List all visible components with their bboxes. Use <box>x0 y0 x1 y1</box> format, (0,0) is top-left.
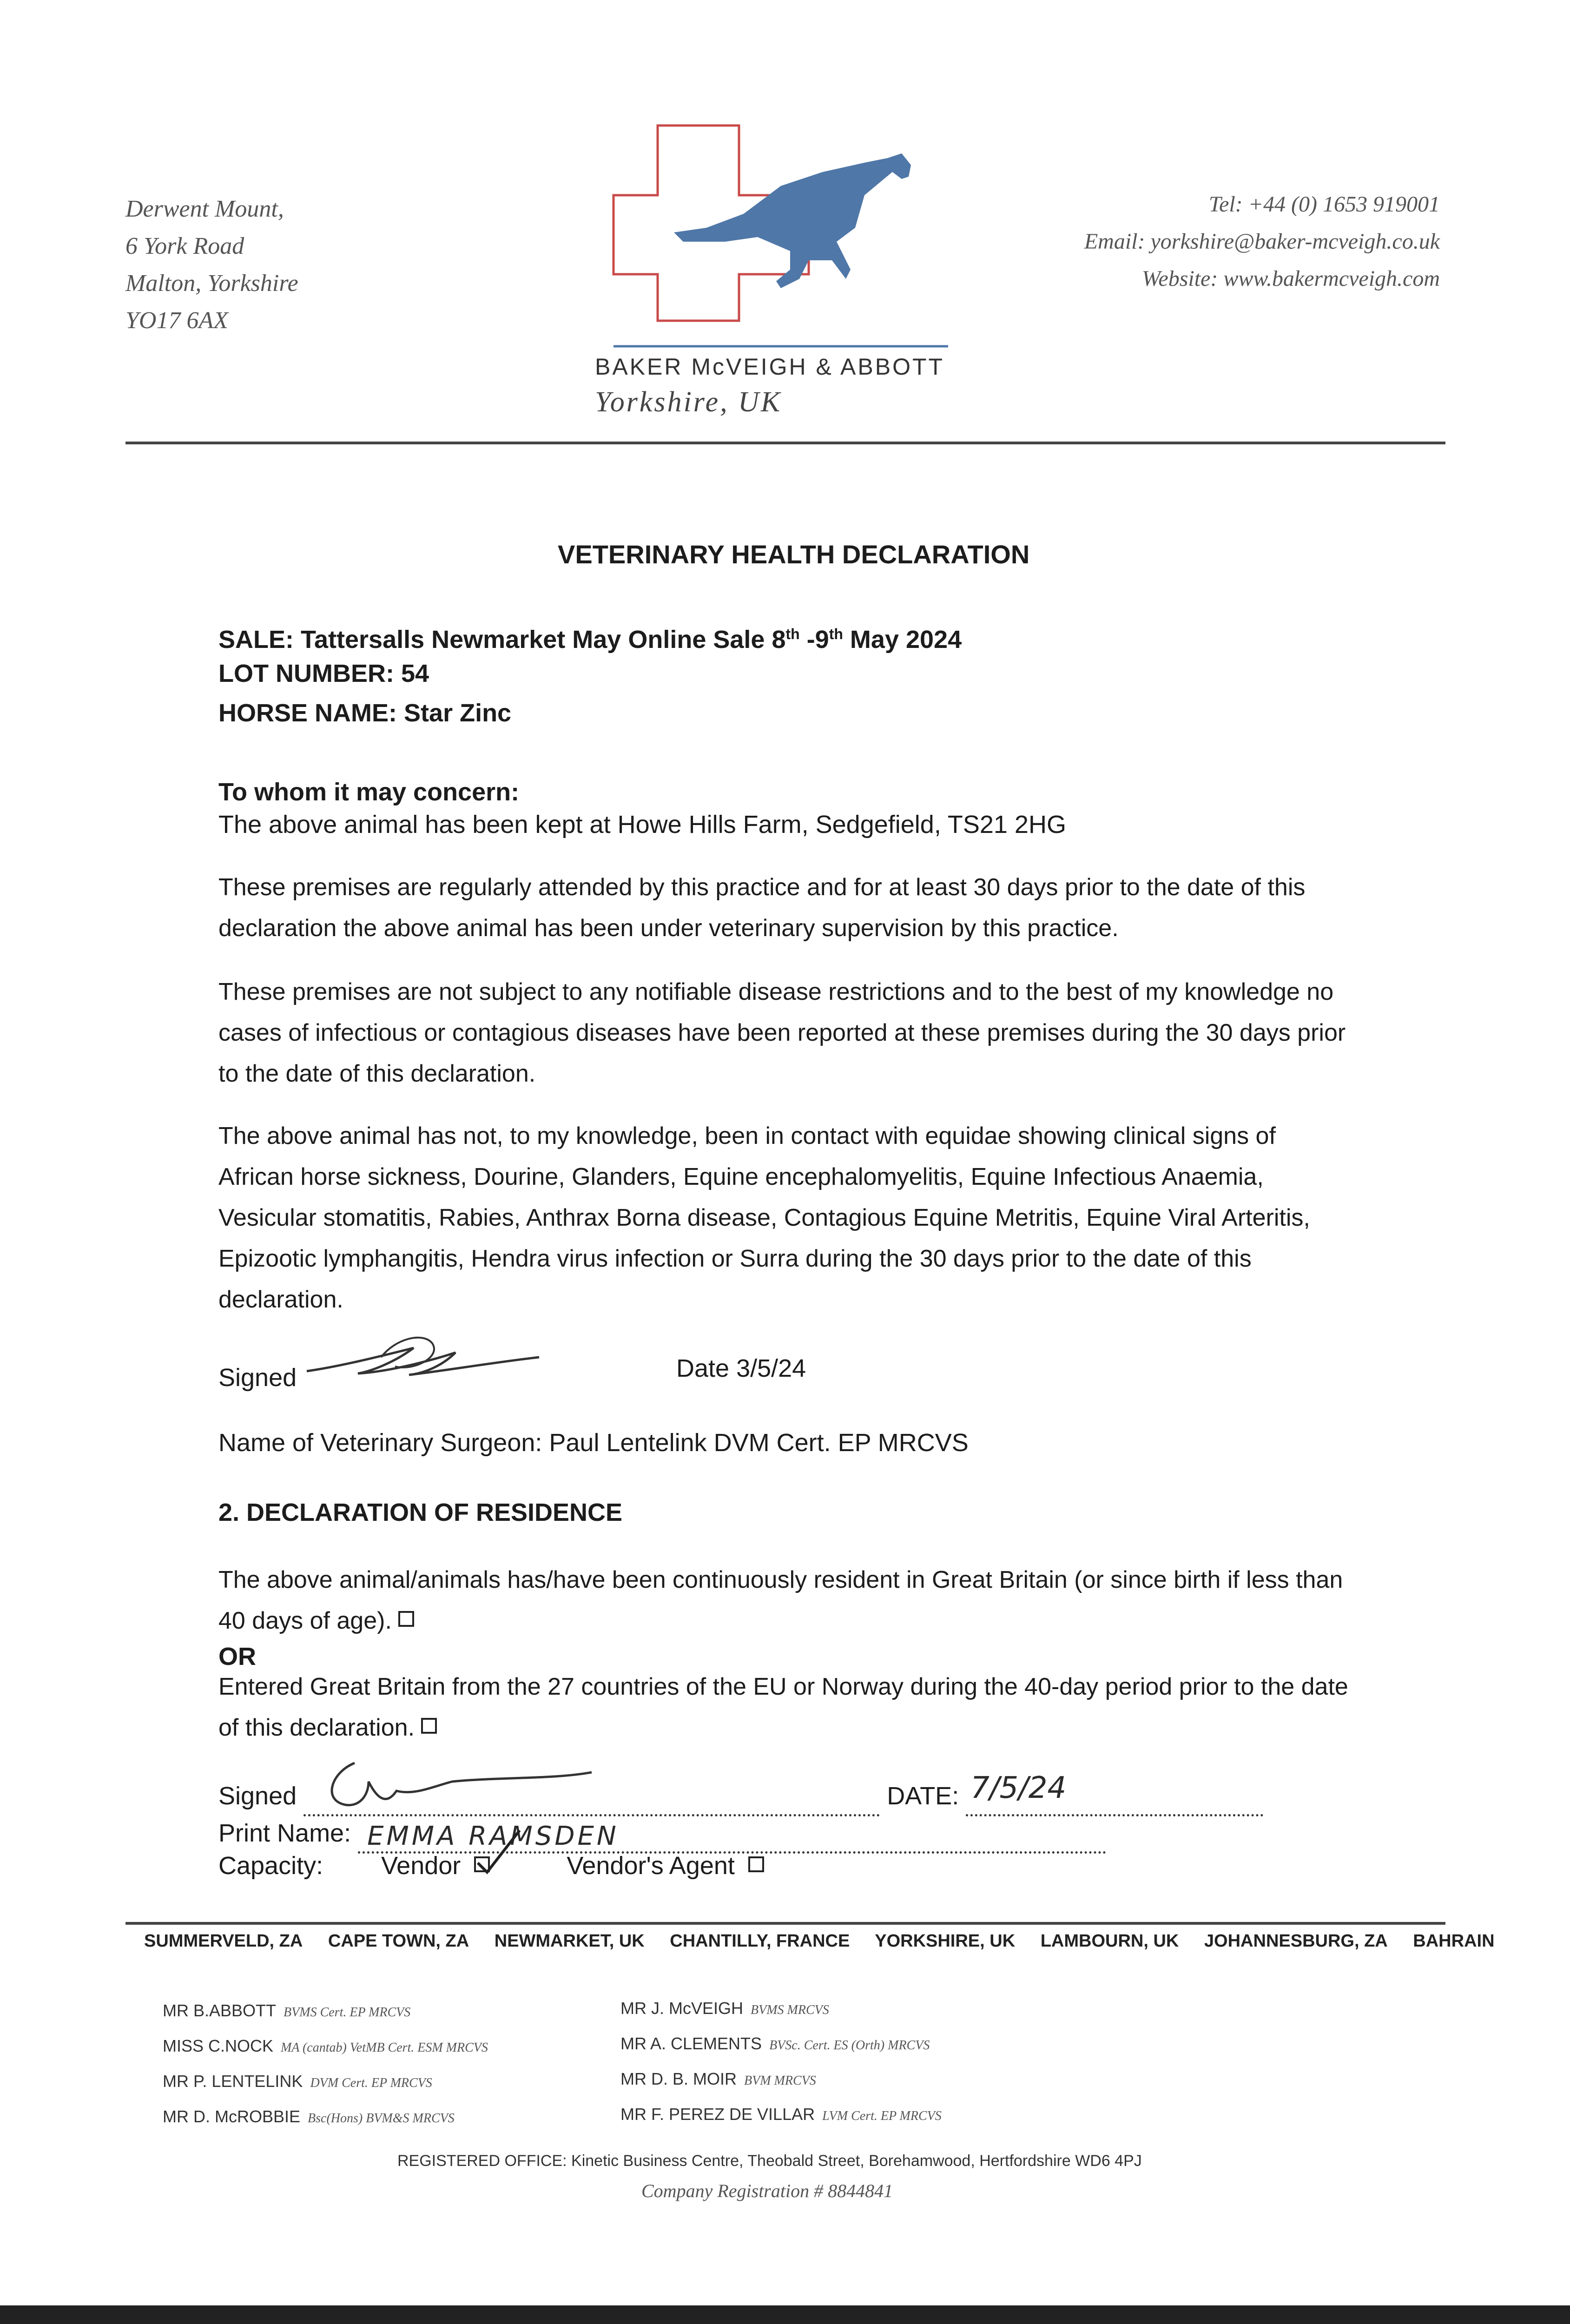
staff-entry <box>620 1992 942 2027</box>
residence-date-label: DATE: <box>887 1782 959 1810</box>
sale-name: Tattersalls Newmarket May Online Sale 8 <box>301 626 786 654</box>
residence-signature-field[interactable] <box>303 1786 880 1816</box>
checkmark-icon <box>473 1826 524 1877</box>
vendor-label: Vendor <box>381 1852 461 1880</box>
or-label: OR <box>218 1643 256 1670</box>
footer-divider <box>125 1922 1445 1925</box>
staff-credentials: Bsc(Hons) BVM&S MRCVS <box>308 2111 455 2126</box>
website-address: Website: www.bakermcveigh.com <box>1141 266 1440 291</box>
residence-option-1 <box>218 1559 1352 1641</box>
residence-signature-icon <box>313 1754 601 1819</box>
vet-date: Date 3/5/24 <box>676 1354 806 1382</box>
address-line: 6 York Road <box>125 233 244 259</box>
staff-credentials: LVM Cert. EP MRCVS <box>822 2109 942 2123</box>
staff-name: MISS C.NOCK <box>163 2036 274 2055</box>
horse-cross-logo-icon <box>604 121 948 353</box>
residence-heading: 2. DECLARATION OF RESIDENCE <box>218 1499 623 1526</box>
company-region: Yorkshire, UK <box>595 386 782 418</box>
practice-address <box>125 191 298 339</box>
city: SUMMERVELD, ZA <box>144 1931 303 1951</box>
staff-credentials: BVSc. Cert. ES (Orth) MRCVS <box>769 2038 930 2053</box>
city: YORKSHIRE, UK <box>875 1931 1016 1951</box>
header-divider <box>125 442 1445 444</box>
supervision-paragraph: These premises are regularly attended by this practice and for at least 30 days prior to the date of this declaration the above animal has been under veterinary supervision by this practice. <box>218 874 1306 942</box>
staff-name: MR A. CLEMENTS <box>620 2034 762 2053</box>
lot-value: 54 <box>401 660 429 687</box>
vendor-agent-checkbox[interactable] <box>748 1856 764 1872</box>
capacity-label: Capacity: <box>218 1852 323 1880</box>
lot-label: LOT NUMBER: <box>218 660 394 687</box>
sale-value <box>301 626 962 654</box>
sale-label: SALE: <box>218 626 294 654</box>
address-line: YO17 6AX <box>125 307 228 334</box>
registered-office: REGISTERED OFFICE: Kinetic Business Centre, Theobald Street, Borehamwood, Hertfordshire WD6 4PJ <box>397 2152 1142 2170</box>
city: CHANTILLY, FRANCE <box>670 1931 850 1951</box>
residence-date-value: 7/5/24 <box>970 1771 1067 1805</box>
address-line: Malton, Yorkshire <box>125 270 298 297</box>
city: BAHRAIN <box>1413 1931 1495 1951</box>
option-1-checkbox[interactable] <box>398 1611 414 1627</box>
staff-name: MR F. PEREZ DE VILLAR <box>620 2105 815 2124</box>
staff-entry <box>163 2065 488 2100</box>
email-address: Email: yorkshire@baker-mcveigh.co.uk <box>1084 229 1440 254</box>
staff-entry <box>620 2062 942 2098</box>
city: CAPE TOWN, ZA <box>328 1931 469 1951</box>
staff-credentials: BVM MRCVS <box>744 2073 816 2088</box>
disease-paragraph: These premises are not subject to any notifiable disease restrictions and to the best of my knowledge no cases of infectious or contagious diseases have been reported at these premises during the 30 days prior to the date of this declaration. <box>218 978 1346 1087</box>
residence-option-1-text: The above animal/animals has/have been continuously resident in Great Britain (or since birth if less than 40 days of age). <box>218 1566 1343 1634</box>
residence-signed-label: Signed <box>218 1782 297 1810</box>
scan-background <box>0 2305 1570 2324</box>
city: NEWMARKET, UK <box>494 1931 645 1951</box>
vet-signed-label: Signed <box>218 1364 297 1392</box>
staff-name: MR D. B. MOIR <box>620 2069 737 2088</box>
lot-line <box>218 653 429 694</box>
staff-list-right <box>620 1992 942 2133</box>
phone-number: Tel: +44 (0) 1653 919001 <box>1208 192 1440 217</box>
residence-date-field[interactable] <box>966 1771 1263 1816</box>
city: JOHANNESBURG, ZA <box>1204 1931 1388 1951</box>
staff-credentials: BVMS Cert. EP MRCVS <box>284 2005 411 2020</box>
kept-at-statement: The above animal has been kept at Howe Hills Farm, Sedgefield, TS21 2HG <box>218 811 1066 838</box>
staff-name: MR J. McVEIGH <box>620 1999 744 2018</box>
horse-label: HORSE NAME: <box>218 699 397 727</box>
vendor-agent-label: Vendor's Agent <box>567 1852 735 1880</box>
print-name-label: Print Name: <box>218 1819 351 1847</box>
office-locations <box>144 1931 1495 1951</box>
capacity-row <box>218 1845 764 1886</box>
print-name-value: EMMA RAMSDEN <box>367 1821 619 1851</box>
city: LAMBOURN, UK <box>1040 1931 1179 1951</box>
staff-entry <box>163 2100 488 2135</box>
residence-option-2-text: Entered Great Britain from the 27 countries of the EU or Norway during the 40-day period prior to the date of this declaration. <box>218 1673 1348 1741</box>
horse-value: Star Zinc <box>404 699 512 727</box>
staff-entry <box>163 1994 488 2029</box>
vet-signature-icon <box>302 1329 544 1385</box>
sale-sup: th <box>829 626 843 642</box>
company-registration: Company Registration # 8844841 <box>641 2180 893 2201</box>
sale-mid: -9 <box>799 626 829 654</box>
horse-line <box>218 693 511 733</box>
company-name: BAKER McVEIGH & ABBOTT <box>595 354 945 380</box>
staff-credentials: MA (cantab) VetMB Cert. ESM MRCVS <box>281 2040 488 2055</box>
sale-end: May 2024 <box>843 626 962 654</box>
address-line: Derwent Mount, <box>125 196 284 222</box>
staff-list-left <box>163 1994 488 2135</box>
staff-entry <box>620 2098 942 2133</box>
staff-name: MR P. LENTELINK <box>163 2072 303 2091</box>
practice-contact <box>1084 186 1440 297</box>
contact-paragraph: The above animal has not, to my knowledge, been in contact with equidae showing clinical signs of African horse sickness, Dourine, Glanders, Equine encephalomyelitis, Equine Infectious Anaemia, Vesicular stomatitis, Rabies, Anthrax Borna disease, Contagious Equine Metritis, Equine Viral Arteritis, Epizootic lymphangitis, Hendra virus infection or Surra during the 30 days prior to the date of this declaration. <box>218 1122 1310 1313</box>
staff-credentials: BVMS MRCVS <box>751 2003 829 2017</box>
staff-entry <box>163 2029 488 2065</box>
vet-name: Name of Veterinary Surgeon: Paul Lentelink DVM Cert. EP MRCVS <box>218 1429 969 1457</box>
residence-signed-row <box>218 1771 1263 1816</box>
staff-entry <box>620 2027 942 2062</box>
option-2-checkbox[interactable] <box>421 1718 437 1734</box>
page-title: VETERINARY HEALTH DECLARATION <box>558 540 1030 569</box>
staff-name: MR B.ABBOTT <box>163 2001 277 2020</box>
residence-option-2 <box>218 1666 1352 1748</box>
vendor-checkbox[interactable] <box>474 1856 490 1872</box>
staff-name: MR D. McROBBIE <box>163 2107 301 2126</box>
greeting: To whom it may concern: <box>218 778 520 806</box>
sale-sup: th <box>785 626 800 642</box>
staff-credentials: DVM Cert. EP MRCVS <box>310 2076 432 2090</box>
